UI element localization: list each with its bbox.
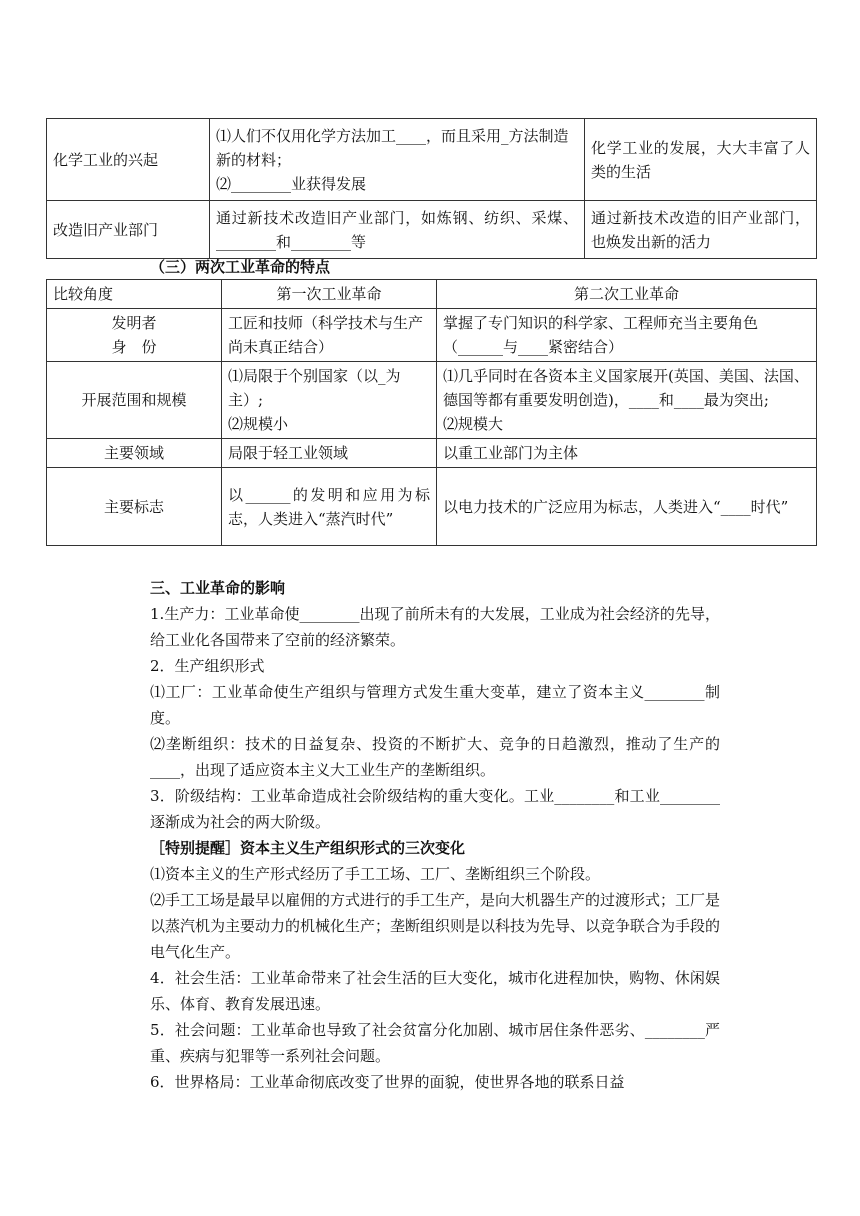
table-row — [47, 468, 817, 546]
paragraph: 5．社会问题：工业革命也导致了社会贫富分化加剧、城市居住条件恶劣、________严重、疾病与犯罪等一系列社会问题。 — [150, 1021, 720, 1065]
table-row — [47, 119, 817, 201]
first-cell: 工匠和技师（科学技术与生产尚未真正结合） — [222, 309, 437, 362]
first-cell: 以______的发明和应用为标志，人类进入“蒸汽时代” — [222, 468, 437, 546]
paragraph: 1.生产力：工业革命使________出现了前所未有的大发展，工业成为社会经济的先导，给工业化各国带来了空前的经济繁荣。 — [150, 605, 720, 649]
table-row — [47, 439, 817, 468]
tip-paragraph: ⑴资本主义的生产形式经历了手工工场、工厂、垄断组织三个阶段。 — [150, 865, 601, 883]
paragraph: 3．阶级结构：工业革命造成社会阶级结构的重大变化。工业________和工业________逐渐成为社会的两大阶级。 — [150, 787, 720, 831]
paragraph: 2．生产组织形式 — [150, 657, 265, 675]
table-row — [47, 201, 817, 259]
comparison-table — [46, 279, 817, 546]
first-cell: ⑴局限于个别国家（以_为主）; ⑵规模小 — [222, 362, 437, 439]
second-cell: 以电力技术的广泛应用为标志，人类进入“____时代” — [437, 468, 817, 546]
row-label: 化学工业的兴起 — [47, 119, 210, 201]
aspect-cell: 开展范围和规模 — [47, 362, 222, 439]
table-row — [47, 362, 817, 439]
row-detail: 通过新技术改造旧产业部门，如炼钢、纺织、采煤、________和________等 — [210, 201, 585, 259]
tip-paragraph: ⑵手工工场是最早以雇佣的方式进行的手工生产，是向大机器生产的过渡形式；工厂是以蒸汽机为主要动力的机械化生产；垄断组织则是以科技为先导、以竞争联合为手段的电气化生产。 — [150, 891, 721, 961]
first-cell: 局限于轻工业领域 — [222, 439, 437, 468]
impact-section — [150, 575, 720, 1095]
row-result: 化学工业的发展，大大丰富了人类的生活 — [585, 119, 817, 201]
industry-sectors-table — [46, 118, 817, 259]
row-result: 通过新技术改造的旧产业部门，也焕发出新的活力 — [585, 201, 817, 259]
tip-heading: ［特别提醒］资本主义生产组织形式的三次变化 — [150, 839, 466, 857]
paragraph: 6．世界格局：工业革命彻底改变了世界的面貌，使世界各地的联系日益 — [150, 1073, 625, 1091]
second-cell: ⑴几乎同时在各资本主义国家展开(英国、美国、法国、德国等都有重要发明创造)，____和____最为突出; ⑵规模大 — [437, 362, 817, 439]
header-aspect: 比较角度 — [47, 280, 222, 309]
table-title: （三）两次工业革命的特点 — [150, 258, 331, 276]
aspect-cell: 发明者 身 份 — [47, 309, 222, 362]
second-cell: 以重工业部门为主体 — [437, 439, 817, 468]
table-row — [47, 309, 817, 362]
aspect-cell: 主要标志 — [47, 468, 222, 546]
paragraph: ⑵垄断组织：技术的日益复杂、投资的不断扩大、竞争的日趋激烈，推动了生产的____，出现了适应资本主义大工业生产的垄断组织。 — [150, 735, 720, 779]
second-cell: 掌握了专门知识的科学家、工程师充当主要角色 （______与____紧密结合） — [437, 309, 817, 362]
aspect-cell: 主要领域 — [47, 439, 222, 468]
header-second: 第二次工业革命 — [437, 280, 817, 309]
section-heading: 三、工业革命的影响 — [150, 579, 286, 597]
paragraph: ⑴工厂：工业革命使生产组织与管理方式发生重大变革，建立了资本主义________制度。 — [150, 683, 720, 727]
header-first: 第一次工业革命 — [222, 280, 437, 309]
paragraph: 4．社会生活：工业革命带来了社会生活的巨大变化，城市化进程加快，购物、休闲娱乐、体育、教育发展迅速。 — [150, 969, 720, 1013]
row-detail: ⑴人们不仅用化学方法加工____，而且采用_方法制造新的材料； ⑵________业获得发展 — [210, 119, 585, 201]
table-header-row — [47, 280, 817, 309]
row-label: 改造旧产业部门 — [47, 201, 210, 259]
